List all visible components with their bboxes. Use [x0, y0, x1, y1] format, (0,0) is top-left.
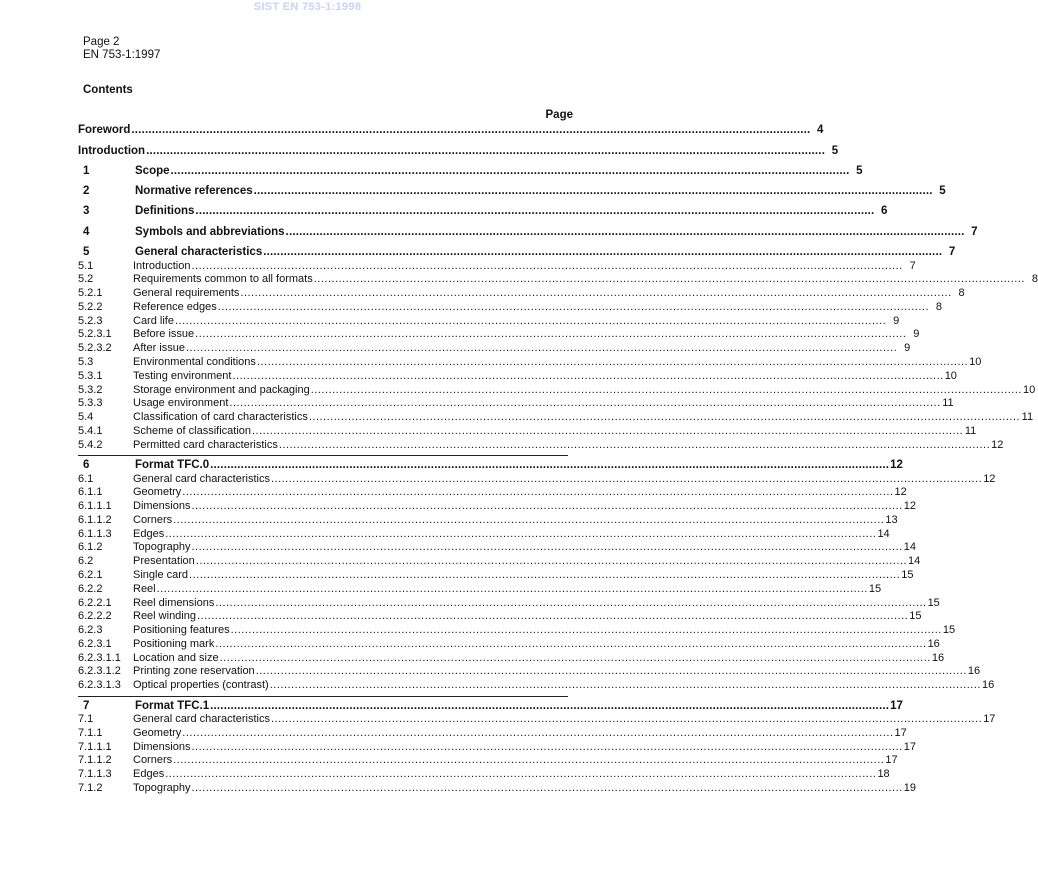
- dot-leader: ........................................................................................................................................................................................................: [256, 356, 969, 368]
- toc-entry-page: 12: [983, 473, 996, 485]
- dot-leader: ........................................................................................................................................................................................................: [195, 328, 907, 340]
- toc-entry[interactable]: [78, 272, 1038, 286]
- dot-leader: ........................................................................................................................................................................................................: [165, 768, 877, 780]
- toc-entry-number: 5.4.1: [78, 425, 103, 437]
- toc-entry-page: 5: [831, 145, 839, 157]
- toc-entry-page: 17: [885, 754, 898, 766]
- toc-entry[interactable]: [78, 144, 839, 158]
- toc-entry[interactable]: [78, 527, 890, 541]
- toc-entry-title: Introduction: [78, 145, 146, 157]
- toc-entry-page: 15: [927, 597, 940, 609]
- dot-leader: ........................................................................................................................................................................................................: [195, 205, 875, 217]
- document-id: EN 753-1:1997: [83, 49, 161, 61]
- dot-leader: ........................................................................................................................................................................................................: [215, 638, 927, 650]
- toc-entry-number: 1: [83, 165, 90, 177]
- toc-entry-page: 12: [903, 500, 916, 512]
- toc-entry-page: 14: [877, 528, 890, 540]
- page-number: Page 2: [83, 36, 120, 48]
- toc-entry[interactable]: [78, 664, 981, 678]
- toc-entry-title: General card characteristics: [133, 713, 270, 725]
- toc-entry-number: 6.1.1.3: [78, 528, 112, 540]
- toc-entry[interactable]: [78, 383, 1036, 397]
- toc-entry-title: Environmental conditions: [133, 356, 256, 368]
- toc-entry-number: 5: [83, 246, 90, 258]
- toc-entry[interactable]: [78, 314, 900, 328]
- toc-entry-page: 10: [1022, 384, 1036, 396]
- dot-leader: ........................................................................................................................................................................................................: [185, 342, 898, 354]
- toc-entry-title: Scope: [135, 165, 170, 177]
- toc-entry-page: 10: [969, 356, 982, 368]
- toc-entry-page: 16: [931, 652, 945, 664]
- toc-entry-number: 6.2.2.1: [78, 597, 112, 609]
- toc-entry-page: 15: [868, 583, 882, 595]
- toc-entry-page: 13: [885, 514, 898, 526]
- toc-entry-title: Reel winding: [133, 610, 196, 622]
- toc-entry-page: 8: [1031, 273, 1038, 285]
- toc-entry[interactable]: [78, 712, 996, 726]
- toc-entry-number: 6: [83, 459, 90, 471]
- dot-leader: ........................................................................................................................................................................................................: [253, 185, 933, 197]
- toc-entry-title: Definitions: [135, 205, 195, 217]
- toc-entry[interactable]: [78, 637, 940, 651]
- toc-entry[interactable]: [78, 740, 916, 754]
- dot-leader: ........................................................................................................................................................................................................: [217, 301, 930, 313]
- toc-entry[interactable]: [78, 753, 898, 767]
- toc-entry[interactable]: [78, 438, 1004, 452]
- toc-entry-number: 6.2.3.1.1: [78, 652, 121, 664]
- toc-entry-title: Dimensions: [133, 500, 191, 512]
- toc-entry-page: 18: [877, 768, 890, 780]
- toc-entry[interactable]: [78, 396, 954, 410]
- toc-entry-number: 5.2.3.2: [78, 342, 112, 354]
- toc-entry[interactable]: [78, 513, 898, 527]
- toc-entry-number: 5.3: [78, 356, 94, 368]
- dot-leader: ........................................................................................................................................................................................................: [173, 754, 885, 766]
- toc-entry-title: Topography: [133, 541, 191, 553]
- dot-leader: ........................................................................................................................................................................................................: [219, 652, 931, 664]
- toc-entry-page: 5: [939, 185, 946, 197]
- toc-entry[interactable]: [78, 123, 824, 137]
- toc-entry[interactable]: [78, 164, 863, 178]
- dot-leader: ........................................................................................................................................................................................................: [170, 165, 850, 177]
- dot-leader: ........................................................................................................................................................................................................: [165, 528, 877, 540]
- toc-entry[interactable]: [78, 327, 920, 341]
- toc-entry-title: Foreword: [78, 124, 131, 136]
- toc-entry-number: 7.1.1.3: [78, 768, 112, 780]
- dot-leader: ........................................................................................................................................................................................................: [270, 713, 983, 725]
- toc-entry-number: 6.2.2.2: [78, 610, 112, 622]
- dot-leader: ........................................................................................................................................................................................................: [252, 425, 964, 437]
- toc-entry-number: 5.3.3: [78, 397, 103, 409]
- watermark: SIST EN 753-1:1998: [253, 1, 362, 13]
- toc-entry[interactable]: [78, 623, 956, 637]
- toc-entry-page: 16: [967, 665, 981, 677]
- dot-leader: ........................................................................................................................................................................................................: [230, 624, 942, 636]
- toc-entry[interactable]: [78, 341, 911, 355]
- toc-entry-number: 6.2.2: [78, 583, 103, 595]
- toc-entry-number: 6.2.3.1.3: [78, 679, 121, 691]
- toc-entry-title: Dimensions: [133, 741, 191, 753]
- toc-entry-title: Before issue: [133, 328, 195, 340]
- dot-leader: ........................................................................................................................................................................................................: [182, 727, 894, 739]
- dot-leader: ........................................................................................................................................................................................................: [285, 226, 965, 238]
- toc-entry[interactable]: [78, 245, 956, 259]
- page-column-label: Page: [545, 109, 573, 121]
- toc-entry[interactable]: [78, 582, 882, 596]
- toc-entry-number: 5.1: [78, 260, 94, 272]
- toc-entry-number: 5.2.3.1: [78, 328, 112, 340]
- toc-entry-number: 6.1: [78, 473, 94, 485]
- toc-entry-number: 5.2.1: [78, 287, 103, 299]
- toc-entry-number: 5.3.1: [78, 370, 103, 382]
- toc-entry-title: Topography: [133, 782, 191, 794]
- toc-entry[interactable]: [78, 410, 1034, 424]
- section-divider: [78, 696, 568, 697]
- dot-leader: ........................................................................................................................................................................................................: [131, 124, 811, 136]
- toc-entry[interactable]: [78, 540, 916, 554]
- toc-entry-title: Edges: [133, 528, 165, 540]
- toc-entry[interactable]: [78, 259, 916, 273]
- toc-entry-page: 17: [903, 741, 916, 753]
- toc-entry-title: Testing environment: [133, 370, 232, 382]
- toc-entry-number: 5.3.2: [78, 384, 103, 396]
- toc-entry-number: 5.4.2: [78, 439, 103, 451]
- toc-entry-page: 7: [971, 226, 978, 238]
- dot-leader: ........................................................................................................................................................................................................: [308, 411, 1021, 423]
- toc-entry-title: Format TFC.0: [135, 459, 210, 471]
- toc-entry-title: Corners: [133, 754, 173, 766]
- toc-entry-page: 12: [991, 439, 1004, 451]
- toc-entry-page: 6: [881, 205, 888, 217]
- toc-entry[interactable]: [78, 609, 922, 623]
- toc-entry[interactable]: [78, 767, 890, 781]
- dot-leader: ........................................................................................................................................................................................................: [182, 486, 894, 498]
- toc-entry-number: 6.1.1.2: [78, 514, 112, 526]
- toc-entry-number: 7.1.1.2: [78, 754, 112, 766]
- toc-entry-number: 6.1.1: [78, 486, 103, 498]
- toc-entry-page: 15: [942, 624, 956, 636]
- toc-entry-number: 3: [83, 205, 90, 217]
- toc-entry-page: 9: [904, 342, 911, 354]
- dot-leader: ........................................................................................................................................................................................................: [196, 610, 909, 622]
- dot-leader: ........................................................................................................................................................................................................: [229, 397, 941, 409]
- toc-entry-number: 7.1.2: [78, 782, 103, 794]
- toc-entry-page: 17: [894, 727, 907, 739]
- toc-entry[interactable]: [78, 554, 921, 568]
- toc-entry[interactable]: [78, 781, 916, 795]
- toc-entry-page: 8: [935, 301, 943, 313]
- toc-entry[interactable]: [78, 499, 916, 513]
- toc-entry-title: Single card: [133, 569, 189, 581]
- toc-entry-title: Requirements common to all formats: [133, 273, 313, 285]
- toc-entry[interactable]: [78, 678, 995, 692]
- toc-entry-page: 19: [903, 782, 916, 794]
- toc-entry-title: General characteristics: [135, 246, 263, 258]
- toc-entry-page: 17: [890, 700, 903, 712]
- toc-entry-title: Usage environment: [133, 397, 229, 409]
- toc-entry-title: Edges: [133, 768, 165, 780]
- toc-entry[interactable]: [78, 596, 940, 610]
- dot-leader: ........................................................................................................................................................................................................: [210, 700, 890, 712]
- dot-leader: ........................................................................................................................................................................................................: [210, 459, 890, 471]
- toc-entry-number: 5.4: [78, 411, 94, 423]
- toc-entry-title: Normative references: [135, 185, 253, 197]
- toc-entry-title: Corners: [133, 514, 173, 526]
- contents-heading: Contents: [83, 84, 133, 96]
- toc-entry-title: Geometry: [133, 486, 182, 498]
- section-divider: [78, 455, 568, 456]
- dot-leader: ........................................................................................................................................................................................................: [240, 287, 952, 299]
- toc-entry-page: 8: [958, 287, 965, 299]
- toc-entry-number: 7.1: [78, 713, 94, 725]
- toc-entry-title: Introduction: [133, 260, 191, 272]
- dot-leader: ........................................................................................................................................................................................................: [215, 597, 927, 609]
- toc-entry-title: Printing zone reservation: [133, 665, 255, 677]
- toc-entry[interactable]: [78, 568, 914, 582]
- toc-entry-page: 16: [981, 679, 995, 691]
- toc-entry-title: General requirements: [133, 287, 240, 299]
- dot-leader: ........................................................................................................................................................................................................: [232, 370, 944, 382]
- toc-entry-number: 6.2: [78, 555, 94, 567]
- toc-entry-title: Classification of card characteristics: [133, 411, 308, 423]
- toc-entry-title: Positioning mark: [133, 638, 215, 650]
- dot-leader: ........................................................................................................................................................................................................: [191, 541, 903, 553]
- toc-entry-number: 5.2.2: [78, 301, 103, 313]
- toc-entry-page: 12: [894, 486, 907, 498]
- toc-entry-title: Scheme of classification: [133, 425, 251, 437]
- toc-entry-page: 17: [983, 713, 996, 725]
- toc-entry-title: Format TFC.1: [135, 700, 210, 712]
- toc-entry-number: 6.2.1: [78, 569, 103, 581]
- toc-entry-page: 7: [909, 260, 916, 272]
- dot-leader: ........................................................................................................................................................................................................: [270, 473, 983, 485]
- toc-entry-page: 15: [909, 610, 922, 622]
- dot-leader: ........................................................................................................................................................................................................: [146, 145, 826, 157]
- toc-entry-page: 16: [927, 638, 940, 650]
- toc-entry-number: 6.2.3: [78, 624, 103, 636]
- toc-entry-title: Permitted card characteristics: [133, 439, 278, 451]
- dot-leader: ........................................................................................................................................................................................................: [310, 384, 1022, 396]
- toc-entry-page: 12: [890, 459, 903, 471]
- toc-entry-number: 6.1.1.1: [78, 500, 112, 512]
- toc-entry[interactable]: [78, 300, 943, 314]
- toc-entry-title: Positioning features: [133, 624, 230, 636]
- dot-leader: ........................................................................................................................................................................................................: [191, 260, 903, 272]
- toc-entry-number: 7.1.1: [78, 727, 103, 739]
- toc-entry-title: Presentation: [133, 555, 195, 567]
- toc-entry-page: 4: [817, 124, 824, 136]
- toc-entry-title: After issue: [133, 342, 185, 354]
- toc-entry-title: Reel dimensions: [133, 597, 215, 609]
- toc-entry-number: 6.2.3.1.2: [78, 665, 121, 677]
- dot-leader: ........................................................................................................................................................................................................: [263, 246, 943, 258]
- toc-entry[interactable]: [78, 726, 907, 740]
- toc-entry-title: Reel: [133, 583, 156, 595]
- toc-entry[interactable]: [78, 424, 977, 438]
- toc-entry-number: 2: [83, 185, 90, 197]
- toc-entry-title: Optical properties (contrast): [133, 679, 269, 691]
- dot-leader: ........................................................................................................................................................................................................: [191, 500, 903, 512]
- toc-entry-number: 5.2: [78, 273, 94, 285]
- toc-entry[interactable]: [78, 286, 965, 300]
- toc-entry-number: 7.1.1.1: [78, 741, 112, 753]
- toc-entry-page: 14: [903, 541, 916, 553]
- toc-entry-page: 11: [964, 425, 977, 437]
- toc-entry-title: General card characteristics: [133, 473, 270, 485]
- toc-entry[interactable]: [78, 485, 907, 499]
- dot-leader: ........................................................................................................................................................................................................: [189, 569, 901, 581]
- dot-leader: ........................................................................................................................................................................................................: [174, 315, 887, 327]
- toc-entry[interactable]: [78, 699, 903, 713]
- toc-entry-title: Symbols and abbreviations: [135, 226, 285, 238]
- toc-entry-number: 6.2.3.1: [78, 638, 112, 650]
- dot-leader: ........................................................................................................................................................................................................: [255, 665, 967, 677]
- toc-entry-page: 7: [948, 246, 956, 258]
- toc-entry-page: 11: [942, 397, 954, 409]
- dot-leader: ........................................................................................................................................................................................................: [195, 555, 907, 567]
- dot-leader: ........................................................................................................................................................................................................: [313, 273, 1025, 285]
- toc-entry-title: Geometry: [133, 727, 182, 739]
- toc-entry[interactable]: [78, 355, 982, 369]
- toc-entry-title: Location and size: [133, 652, 219, 664]
- dot-leader: ........................................................................................................................................................................................................: [278, 439, 991, 451]
- dot-leader: ........................................................................................................................................................................................................: [191, 741, 903, 753]
- toc-entry-page: 10: [944, 370, 957, 382]
- toc-entry[interactable]: [78, 472, 996, 486]
- toc-entry[interactable]: [78, 204, 888, 218]
- toc-entry-number: 5.2.3: [78, 315, 103, 327]
- toc-entry-title: Card life: [133, 315, 174, 327]
- dot-leader: ........................................................................................................................................................................................................: [191, 782, 903, 794]
- toc-entry-page: 9: [893, 315, 900, 327]
- toc-entry-page: 9: [913, 328, 920, 340]
- dot-leader: ........................................................................................................................................................................................................: [156, 583, 868, 595]
- toc-entry[interactable]: [78, 225, 978, 239]
- toc-entry[interactable]: [78, 651, 945, 665]
- dot-leader: ........................................................................................................................................................................................................: [173, 514, 885, 526]
- dot-leader: ........................................................................................................................................................................................................: [269, 679, 981, 691]
- toc-entry-page: 15: [901, 569, 914, 581]
- toc-entry[interactable]: [78, 369, 957, 383]
- toc-entry-number: 4: [83, 226, 90, 238]
- toc-entry-number: 6.1.2: [78, 541, 103, 553]
- toc-entry-title: Storage environment and packaging: [133, 384, 310, 396]
- toc-entry-page: 14: [908, 555, 921, 567]
- toc-entry-page: 11: [1021, 411, 1034, 423]
- toc-entry-number: 7: [83, 700, 90, 712]
- toc-entry[interactable]: [78, 184, 946, 198]
- toc-entry-page: 5: [856, 165, 863, 177]
- toc-entry[interactable]: [78, 458, 903, 472]
- toc-entry-title: Reference edges: [133, 301, 217, 313]
